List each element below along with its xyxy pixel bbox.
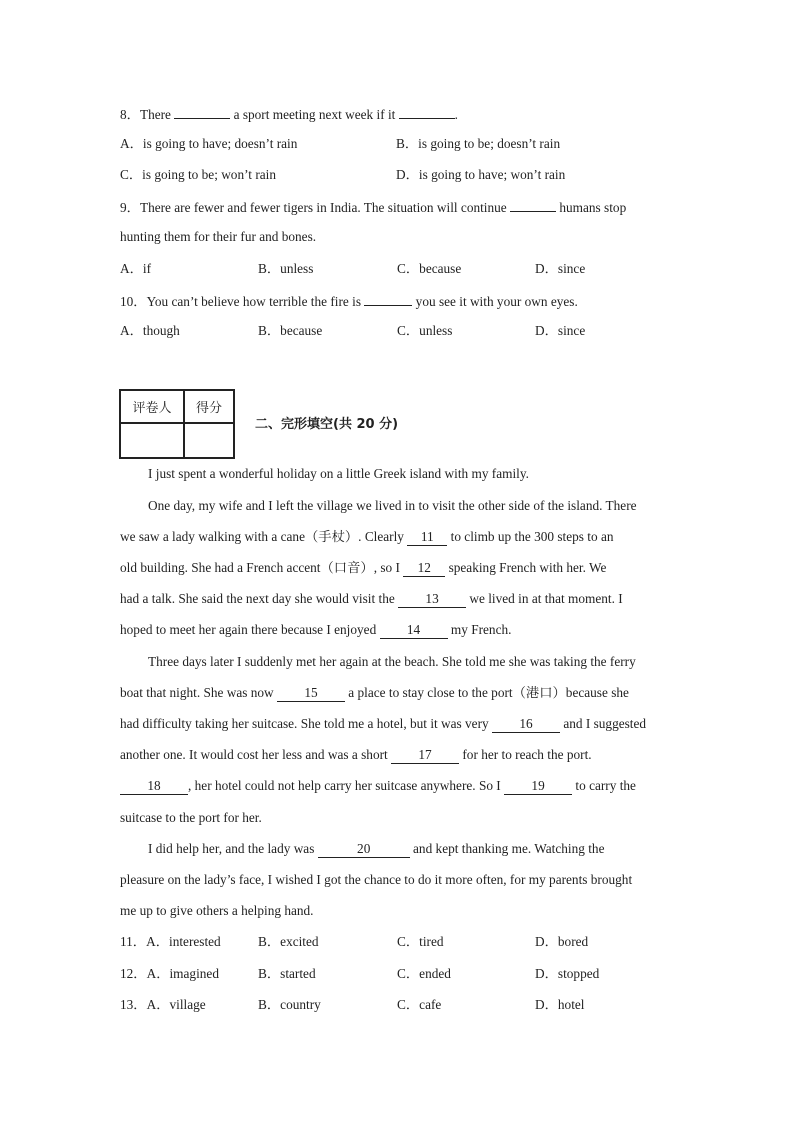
question-10-stem: 10．You can’t believe how terrible the fire is you see it with your own eyes. <box>120 291 578 311</box>
passage-line: hoped to meet her again there because I enjoyed 14 my French. <box>120 622 512 637</box>
grader-cell[interactable] <box>120 423 184 458</box>
answer-blank[interactable] <box>364 291 412 306</box>
passage-line: another one. It would cost her less and was a short 17 for her to reach the port. <box>120 747 592 762</box>
passage-line: old building. She had a French accent（口音）, so I 12 speaking French with her. We <box>120 560 607 575</box>
cloze-blank-19[interactable]: 19 <box>504 778 572 795</box>
cloze-blank-18[interactable]: 18 <box>120 778 188 795</box>
q8-option-c[interactable]: C．is going to be; won’t rain <box>120 167 276 182</box>
q9-option-a[interactable]: A．if <box>120 261 152 276</box>
passage-line: pleasure on the lady’s face, I wished I got the chance to do it more often, for my parents brought <box>120 872 633 887</box>
answer-blank[interactable] <box>510 197 556 212</box>
passage-line: boat that night. She was now 15 a place to stay close to the port（港口）because she <box>120 685 629 700</box>
cloze-blank-14[interactable]: 14 <box>380 622 448 639</box>
passage-line: One day, my wife and I left the village we lived in to visit the other side of the island. There <box>148 498 637 513</box>
passage-line: we saw a lady walking with a cane（手杖）. Clearly 11 to climb up the 300 steps to an <box>120 529 614 544</box>
passage-line: 18 , her hotel could not help carry her suitcase anywhere. So I 19 to carry the <box>120 777 636 795</box>
q9-option-c[interactable]: C．because <box>397 261 462 276</box>
answer-blank[interactable] <box>399 104 455 119</box>
q12-option-d[interactable]: D．stopped <box>535 966 600 981</box>
q12-option-c[interactable]: C．ended <box>397 966 451 981</box>
q9-option-d[interactable]: D．since <box>535 261 586 276</box>
q13-option-c[interactable]: C．cafe <box>397 997 442 1012</box>
cloze-blank-12[interactable]: 12 <box>403 560 445 577</box>
passage-line: suitcase to the port for her. <box>120 810 262 825</box>
cloze-blank-11[interactable]: 11 <box>407 529 447 546</box>
q12-option-a[interactable]: 12．A．imagined <box>120 966 219 981</box>
q12-option-b[interactable]: B．started <box>258 966 316 981</box>
q10-option-d[interactable]: D．since <box>535 323 586 338</box>
passage-paragraph-1: I just spent a wonderful holiday on a little Greek island with my family. <box>148 466 529 481</box>
cloze-blank-13[interactable]: 13 <box>398 591 466 608</box>
q10-option-a[interactable]: A．though <box>120 323 180 338</box>
q13-option-b[interactable]: B．country <box>258 997 321 1012</box>
passage-line: Three days later I suddenly met her again at the beach. She told me she was taking the ferry <box>148 654 636 669</box>
q11-option-a[interactable]: 11．A．interested <box>120 934 221 949</box>
score-table <box>119 389 235 459</box>
passage-line: had difficulty taking her suitcase. She told me a hotel, but it was very 16 and I suggested <box>120 716 647 731</box>
question-9-stem: 9．There are fewer and fewer tigers in India. The situation will continue humans stop <box>120 197 626 217</box>
grader-label: 评卷人 <box>120 390 184 423</box>
q8-option-b[interactable]: B．is going to be; doesn’t rain <box>396 136 561 151</box>
cloze-blank-15[interactable]: 15 <box>277 685 345 702</box>
q11-option-b[interactable]: B．excited <box>258 934 319 949</box>
q10-option-b[interactable]: B．because <box>258 323 323 338</box>
answer-blank[interactable] <box>174 104 230 119</box>
q8-option-d[interactable]: D．is going to have; won’t rain <box>396 167 566 182</box>
q10-option-c[interactable]: C．unless <box>397 323 453 338</box>
section-title: 二、完形填空(共 20 分) <box>255 417 399 432</box>
cloze-blank-20[interactable]: 20 <box>318 841 410 858</box>
q13-option-d[interactable]: D．hotel <box>535 997 585 1012</box>
question-9-stem-line2: hunting them for their fur and bones. <box>120 229 317 244</box>
q9-option-b[interactable]: B．unless <box>258 261 314 276</box>
passage-line: had a talk. She said the next day she would visit the 13 we lived in at that moment. I <box>120 591 623 606</box>
q11-option-d[interactable]: D．bored <box>535 934 589 949</box>
q13-option-a[interactable]: 13．A．village <box>120 997 206 1012</box>
q11-option-c[interactable]: C．tired <box>397 934 444 949</box>
q8-option-a[interactable]: A．is going to have; doesn’t rain <box>120 136 298 151</box>
score-cell[interactable] <box>184 423 234 458</box>
question-8-stem: 8．There a sport meeting next week if it . <box>120 104 458 124</box>
passage-line: me up to give others a helping hand. <box>120 903 314 918</box>
cloze-blank-16[interactable]: 16 <box>492 716 560 733</box>
score-label: 得分 <box>184 390 234 423</box>
cloze-blank-17[interactable]: 17 <box>391 747 459 764</box>
passage-line: I did help her, and the lady was 20 and kept thanking me. Watching the <box>148 841 605 856</box>
